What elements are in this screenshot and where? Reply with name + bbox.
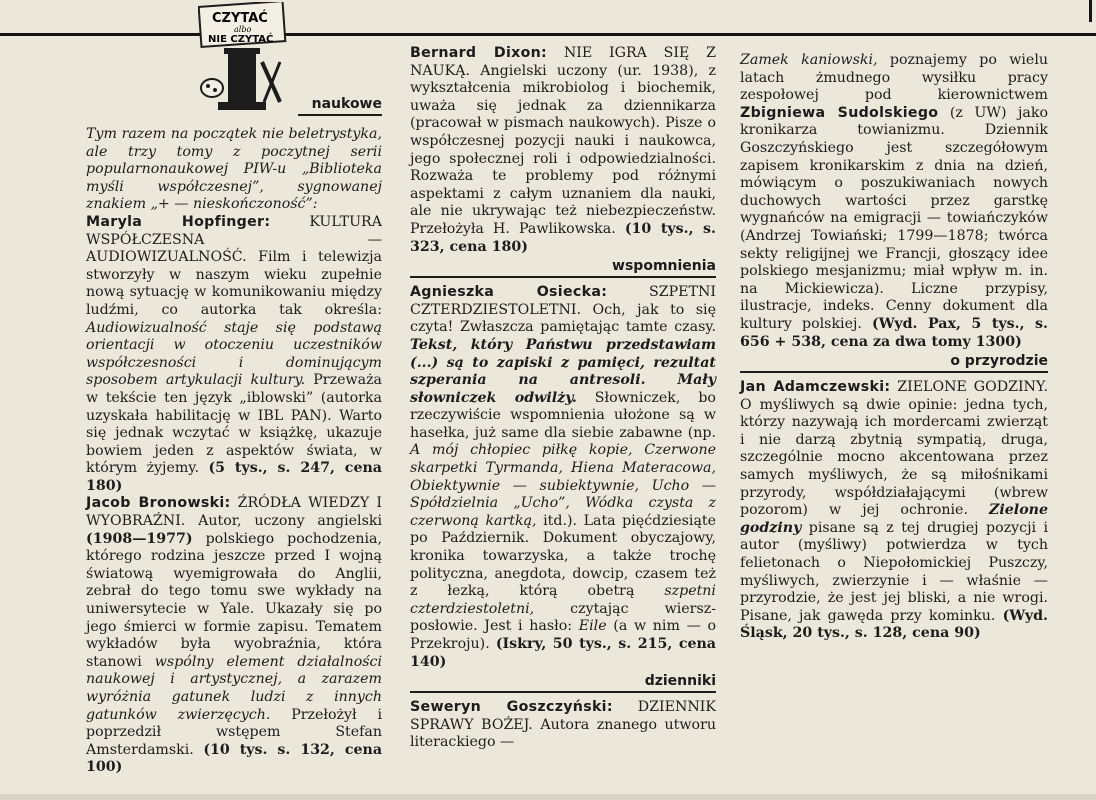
column-2	[410, 45, 716, 752]
review-text: itd.). Lata pięćdziesiąte po Październik. Dokument obyczajowy, kronika towarzyska, a także trochę polityczna, anegdota, dowcip, czasem też z łezką, którą obetrą	[410, 512, 717, 600]
review-text: Przełożył i poprzedził wstępem Stefan Amsterdamski.	[86, 706, 383, 758]
publication-info: (Wyd. Śląsk, 20 tys., s. 128, cena 90)	[740, 607, 1048, 642]
review-text: O myśliwych są dwie opinie: jedna tych, którzy nazywają ich mordercami zwierząt i nie darzą zbytnią sympatią, druga, szczególnie mocno akcentowana przez samych myśliwych, że są miłośnikami przyrody, współdziałającymi (wbrew pozorom) w jej ochronie.	[740, 396, 1048, 519]
author-name: Jacob Bronowski:	[86, 495, 231, 512]
author-name: Maryla Hopfinger:	[86, 213, 271, 230]
section-header-naukowe: naukowe	[298, 96, 382, 116]
review-quote: szpetni czterdziestoletni,	[410, 583, 716, 617]
publication-info: (10 tys. s. 132, cena 100)	[86, 741, 383, 776]
book-title: KULTURA WSPÓŁCZESNA — AUDIOWIZUALNOŚĆ.	[86, 213, 382, 266]
review-text: pisane są z tej drugiej pozycji i autor (myśliwy) potwierdza w tych felietonach o Niepołomickiej Puszczy, myśliwych, zwierzynie i — właśnie — przyrodzie, że jest jej bliski, a nie wrogi. Pisane, jak gawęda przy kominku.	[740, 519, 1048, 624]
review-adamczewski	[740, 379, 1048, 643]
editor-name: Zbigniewa Sudolskiego	[740, 104, 939, 121]
publication-info: (5 tys., s. 247, cena 180)	[86, 460, 382, 494]
review-quote: Tekst, który Państwu przedstawiam (...) są to zapiski z pamięci, rezultat szperania na antresoli. Mały słowniczek odwilży.	[410, 336, 716, 406]
author-name: Seweryn Goszczyński:	[410, 699, 613, 716]
logo-text-1: CZYTAĆ	[212, 11, 268, 26]
author-name: Agnieszka Osiecka:	[410, 284, 608, 301]
review-text: poznajemy po wielu latach żmudnego wysiłku pracy zespołowej pod kierownictwem	[740, 52, 1048, 104]
review-quote: wspólny element działalności naukowej i artystycznej, a zarazem wyróżnia gatunek ludzi z innych gatunków zwierzęcych.	[86, 653, 382, 723]
review-text: polskiego pochodzenia, którego rodzina jeszcze przed I wojną światową wyemigrowała do Anglii, zebrał do tego tomu swe wykłady na uniwersytecie w Yale. Ukazały się po jego śmierci w formie zapisu. Tematem wykładów była wyobraźnia, która stanowi	[86, 530, 382, 670]
review-text: Przeważa w tekście ten język „iblowski” (autorka uzyskała habilitację w IBL PAN). Warto się jednak wczytać w książkę, ukazuje bowiem jeden z aspektów świata, w którym żyjemy.	[86, 372, 383, 477]
review-quote: Zielone godziny	[740, 502, 1048, 536]
author-name: Bernard Dixon:	[410, 45, 548, 61]
section-header-wspomnienia: wspomnienia	[410, 258, 716, 278]
review-text: (a w nim — o Przekroju).	[410, 618, 716, 652]
review-quote: Eile	[578, 618, 607, 635]
review-text: Autora znanego utworu literackiego —	[410, 716, 716, 751]
review-quote: Audiowizualność staje się podstawą orientacji w otoczeniu uczestników współczesności i dominującym sposobem artykulacji kultury.	[86, 319, 382, 389]
publication-info: (Wyd. Pax, 5 tys., s. 656 + 538, cena za dwa tomy 1300)	[740, 315, 1048, 350]
book-title: ŹRÓDŁA WIEDZY I WYOBRAŹNI.	[86, 495, 382, 530]
column-1	[86, 96, 382, 777]
review-dixon	[410, 45, 716, 256]
review-goszczynski	[410, 699, 716, 752]
review-text: Autor, uczony angielski	[198, 513, 382, 530]
column-3	[740, 52, 1048, 643]
review-text: Film i telewizja stworzyły w naszym wieku zupełnie nową sytuację w komunikowaniu między ludźmi, co autorka tak określa:	[86, 249, 382, 318]
review-quote: Zamek kaniowski,	[740, 52, 878, 68]
review-quote: A mój chłopiec piłkę kopie, Czerwone skarpetki Tyrmanda, Hiena Materacowa, Obiektywnie — subiektywnie, Ucho — Spółdzielnia „Ucho”, Wódka czysta z czerwoną kartką,	[410, 442, 716, 529]
review-text: Och, jak to się czyta! Zwłaszcza pamiętając tamte czasy.	[410, 301, 716, 336]
author-name: Jan Adamczewski:	[740, 379, 891, 396]
review-text: (z UW) jako kronikarza towianizmu. Dziennik Goszczyńskiego jest szczegółowym zapisem kronikarskim z dnia na dzień, mówiącym o poszukiwaniach nowych duchowych wartości przez garstkę wygnańców na emigracji — towiańczyków (Andrzej Towiański; 1799—1878; twórca sekty religijnej we Francji, głoszący idee polskiego mesjanizmu; miał wpływ m. in. na Mickiewicza). Liczne przypisy, ilustracje, indeks. Cenny dokument dla kultury polskiej.	[740, 104, 1048, 332]
review-text: czytając wiersz-posłowie. Jest i hasło:	[410, 600, 716, 635]
review-bronowski	[86, 495, 382, 777]
book-title: DZIENNIK SPRAWY BOŻEJ.	[410, 699, 716, 733]
author-dates: (1908—1977)	[86, 530, 193, 547]
corner-mark	[1089, 0, 1092, 22]
review-hopfinger	[86, 214, 382, 496]
logo-text-2: albo	[234, 25, 252, 34]
book-title: SZPETNI CZTERDZIESTOLETNI.	[410, 284, 716, 318]
review-text: Angielski uczony (ur. 1938), z wykształcenia mikrobiolog i biochemik, uważa się jednak za dziennikarza (pracował w pismach naukowych). Pisze o współczesnej pozycji nauki i naukowca, jego społecznej roli i odpowiedzialności. Rozważa te problemy pod różnymi aspektami z całym uznaniem dla nauki, ale nie ukrywając też niebezpieczeństw. Przełożyła H. Pawlikowska.	[410, 62, 716, 237]
logo-text-3: NIE CZYTAĆ	[208, 34, 274, 45]
top-rule	[0, 33, 1096, 36]
section-header-o-przyrodzie: o przyrodzie	[740, 353, 1048, 373]
publication-info: (Iskry, 50 tys., s. 215, cena 140)	[410, 636, 716, 670]
book-title: ZIELONE GODZINY.	[897, 379, 1049, 396]
review-text: Słowniczek, bo rzeczywiście wspomnienia ułożone są w hasełka, już same dla siebie zabawne (np.	[410, 389, 716, 441]
intro-paragraph: Tym razem na początek nie beletrystyka, ale trzy tomy z poczytnej serii popularnonaukowej PIW-u „Biblioteka myśli współczesnej”, sygnowanej znakiem „+ — nieskończoność”:	[86, 126, 382, 213]
publication-info: (10 tys., s. 323, cena 180)	[410, 220, 716, 255]
page-bottom-edge	[0, 794, 1096, 800]
review-goszczynski-continued	[740, 52, 1048, 351]
book-title: NIE IGRA SIĘ Z NAUKĄ.	[410, 45, 717, 79]
section-header-dzienniki: dzienniki	[410, 673, 716, 693]
review-osiecka	[410, 284, 716, 671]
